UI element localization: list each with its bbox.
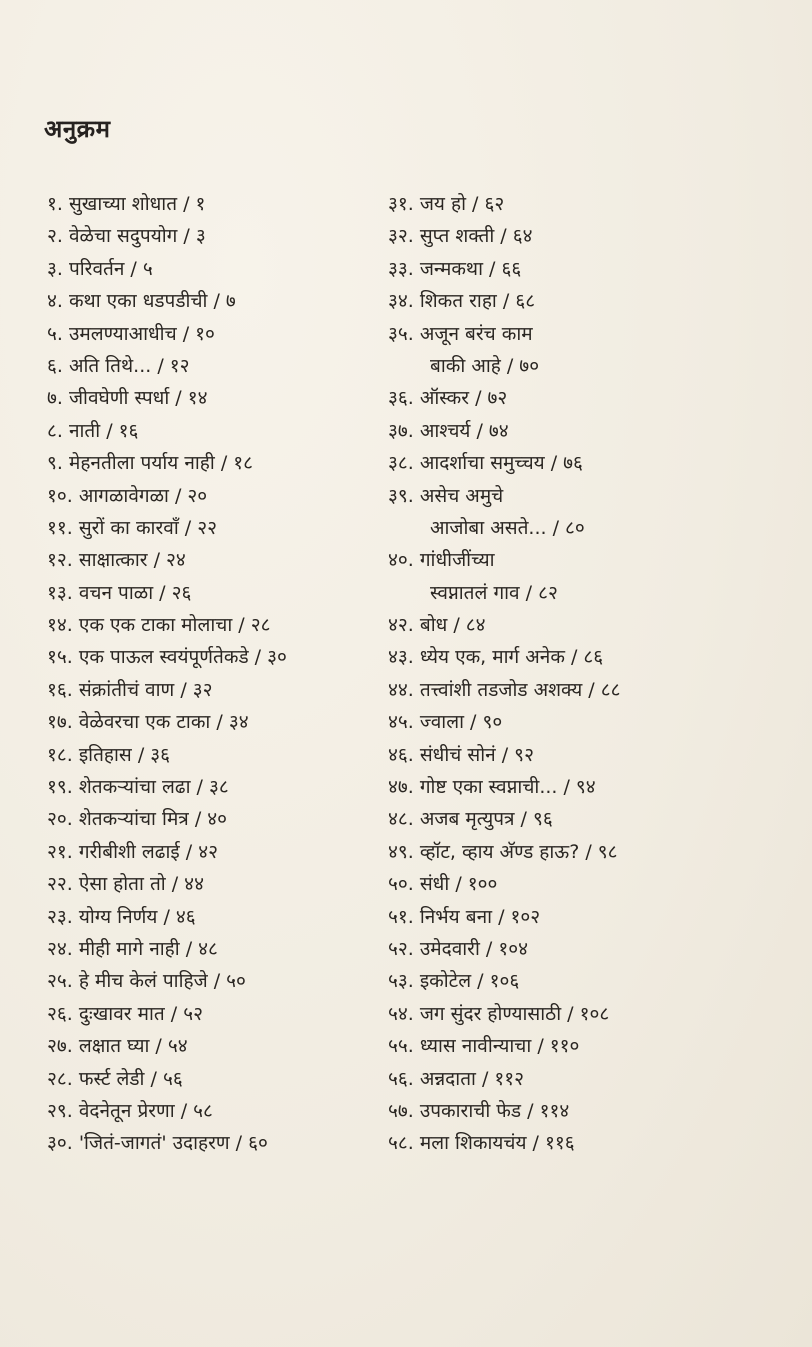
toc-entry: ४४. तत्त्वांशी तडजोड अशक्य / ८८: [388, 678, 621, 701]
toc-entry: २६. दुःखावर मात / ५२: [47, 1002, 203, 1025]
toc-entry: ५५. ध्यास नावीन्याचा / ११०: [388, 1035, 580, 1058]
toc-entry: ५१. निर्भय बना / १०२: [388, 905, 541, 928]
toc-entry: ४. कथा एका धडपडीची / ७: [47, 290, 236, 313]
toc-entry: ११. सुरों का कारवाँ / २२: [47, 516, 217, 539]
toc-entry: ३. परिवर्तन / ५: [47, 257, 153, 280]
toc-entry: ३९. असेच अमुचे: [388, 484, 504, 507]
toc-entry: २. वेळेचा सदुपयोग / ३: [47, 225, 206, 248]
toc-entry: ३१. जय हो / ६२: [388, 193, 505, 215]
toc-entry: ६. अति तिथे... / १२: [47, 354, 190, 377]
toc-entry: ५. उमलण्याआधीच / १०: [47, 322, 215, 345]
toc-entry: १९. शेतकऱ्यांचा लढा / ३८: [47, 776, 229, 799]
toc-entry-continuation: स्वप्नातलं गाव / ८२: [430, 581, 558, 604]
toc-entry: ३४. शिकत राहा / ६८: [388, 290, 536, 313]
toc-entry: ४५. ज्वाला / ९०: [388, 711, 503, 734]
toc-entry: २०. शेतकऱ्यांचा मित्र / ४०: [47, 808, 228, 831]
toc-entry: ३५. अजून बरंच काम: [388, 322, 533, 345]
toc-entry: ४०. गांधीजींच्या: [388, 549, 495, 572]
toc-entry: ९. मेहनतीला पर्याय नाही / १८: [47, 452, 254, 475]
toc-entry: २९. वेदनेतून प्रेरणा / ५८: [47, 1099, 213, 1122]
toc-entry: ४९. व्हॉट, व्हाय अ‍ॅण्ड हाऊ? / ९८: [388, 840, 618, 863]
toc-entry: ४३. ध्येय एक, मार्ग अनेक / ८६: [388, 646, 604, 669]
toc-entry: १. सुखाच्या शोधात / १: [47, 193, 206, 215]
toc-entry: २४. मीही मागे नाही / ४८: [47, 937, 218, 960]
toc-entry: ५३. इकोटेल / १०६: [388, 970, 520, 993]
toc-right-column: [388, 188, 808, 1160]
toc-entry: २३. योग्य निर्णय / ४६: [47, 905, 196, 928]
toc-entry: २१. गरीबीशी लढाई / ४२: [47, 840, 218, 863]
toc-entry: ४८. अजब मृत्युपत्र / ९६: [388, 808, 553, 831]
toc-entry: ४६. संधीचं सोनं / ९२: [388, 743, 534, 766]
toc-entry: ३६. ऑस्कर / ७२: [388, 387, 508, 410]
toc-entry: १५. एक पाऊल स्वयंपूर्णतेकडे / ३०: [47, 646, 287, 669]
toc-entry: ५७. उपकाराची फेड / ११४: [388, 1099, 570, 1122]
toc-entry: १४. एक एक टाका मोलाचा / २८: [47, 614, 271, 637]
toc-entry: ३८. आदर्शाचा समुच्चय / ७६: [388, 452, 583, 475]
toc-entry: ५६. अन्नदाता / ११२: [388, 1067, 525, 1090]
toc-entry: १०. आगळावेगळा / २०: [47, 484, 208, 507]
toc-entry: ४२. बोध / ८४: [388, 614, 486, 637]
toc-entry: २२. ऐसा होता तो / ४४: [47, 873, 204, 896]
toc-entry: ३२. सुप्त शक्ती / ६४: [388, 225, 533, 248]
toc-entry: १७. वेळेवरचा एक टाका / ३४: [47, 711, 249, 734]
toc-entry: ४७. गोष्ट एका स्वप्नाची... / ९४: [388, 776, 596, 799]
toc-entry: ५२. उमेदवारी / १०४: [388, 937, 528, 960]
toc-entry: ८. नाती / १६: [47, 419, 139, 442]
toc-entry: २५. हे मीच केलं पाहिजे / ५०: [47, 970, 246, 993]
toc-entry: ७. जीवघेणी स्पर्धा / १४: [47, 387, 208, 410]
toc-entry: २८. फर्स्ट लेडी / ५६: [47, 1067, 183, 1090]
toc-entry: ५४. जग सुंदर होण्यासाठी / १०८: [388, 1002, 610, 1025]
toc-entry: १६. संक्रांतीचं वाण / ३२: [47, 678, 213, 701]
toc-entry: १३. वचन पाळा / २६: [47, 581, 192, 604]
page-title: अनुक्रम: [44, 115, 111, 143]
toc-entry: ३०. 'जितं-जागतं' उदाहरण / ६०: [47, 1132, 268, 1155]
toc-entry: ५०. संधी / १००: [388, 873, 498, 896]
toc-entry: २७. लक्षात घ्या / ५४: [47, 1035, 188, 1058]
toc-left-column: [47, 188, 387, 1160]
toc-entry: ३३. जन्मकथा / ६६: [388, 257, 522, 280]
toc-entry: १८. इतिहास / ३६: [47, 743, 171, 766]
toc-entry: १२. साक्षात्कार / २४: [47, 549, 186, 572]
toc-entry-continuation: बाकी आहे / ७०: [430, 354, 540, 377]
toc-entry: ५८. मला शिकायचंय / ११६: [388, 1132, 575, 1155]
toc-entry: ३७. आश्चर्य / ७४: [388, 419, 509, 442]
toc-entry-continuation: आजोबा असते... / ८०: [430, 516, 585, 539]
